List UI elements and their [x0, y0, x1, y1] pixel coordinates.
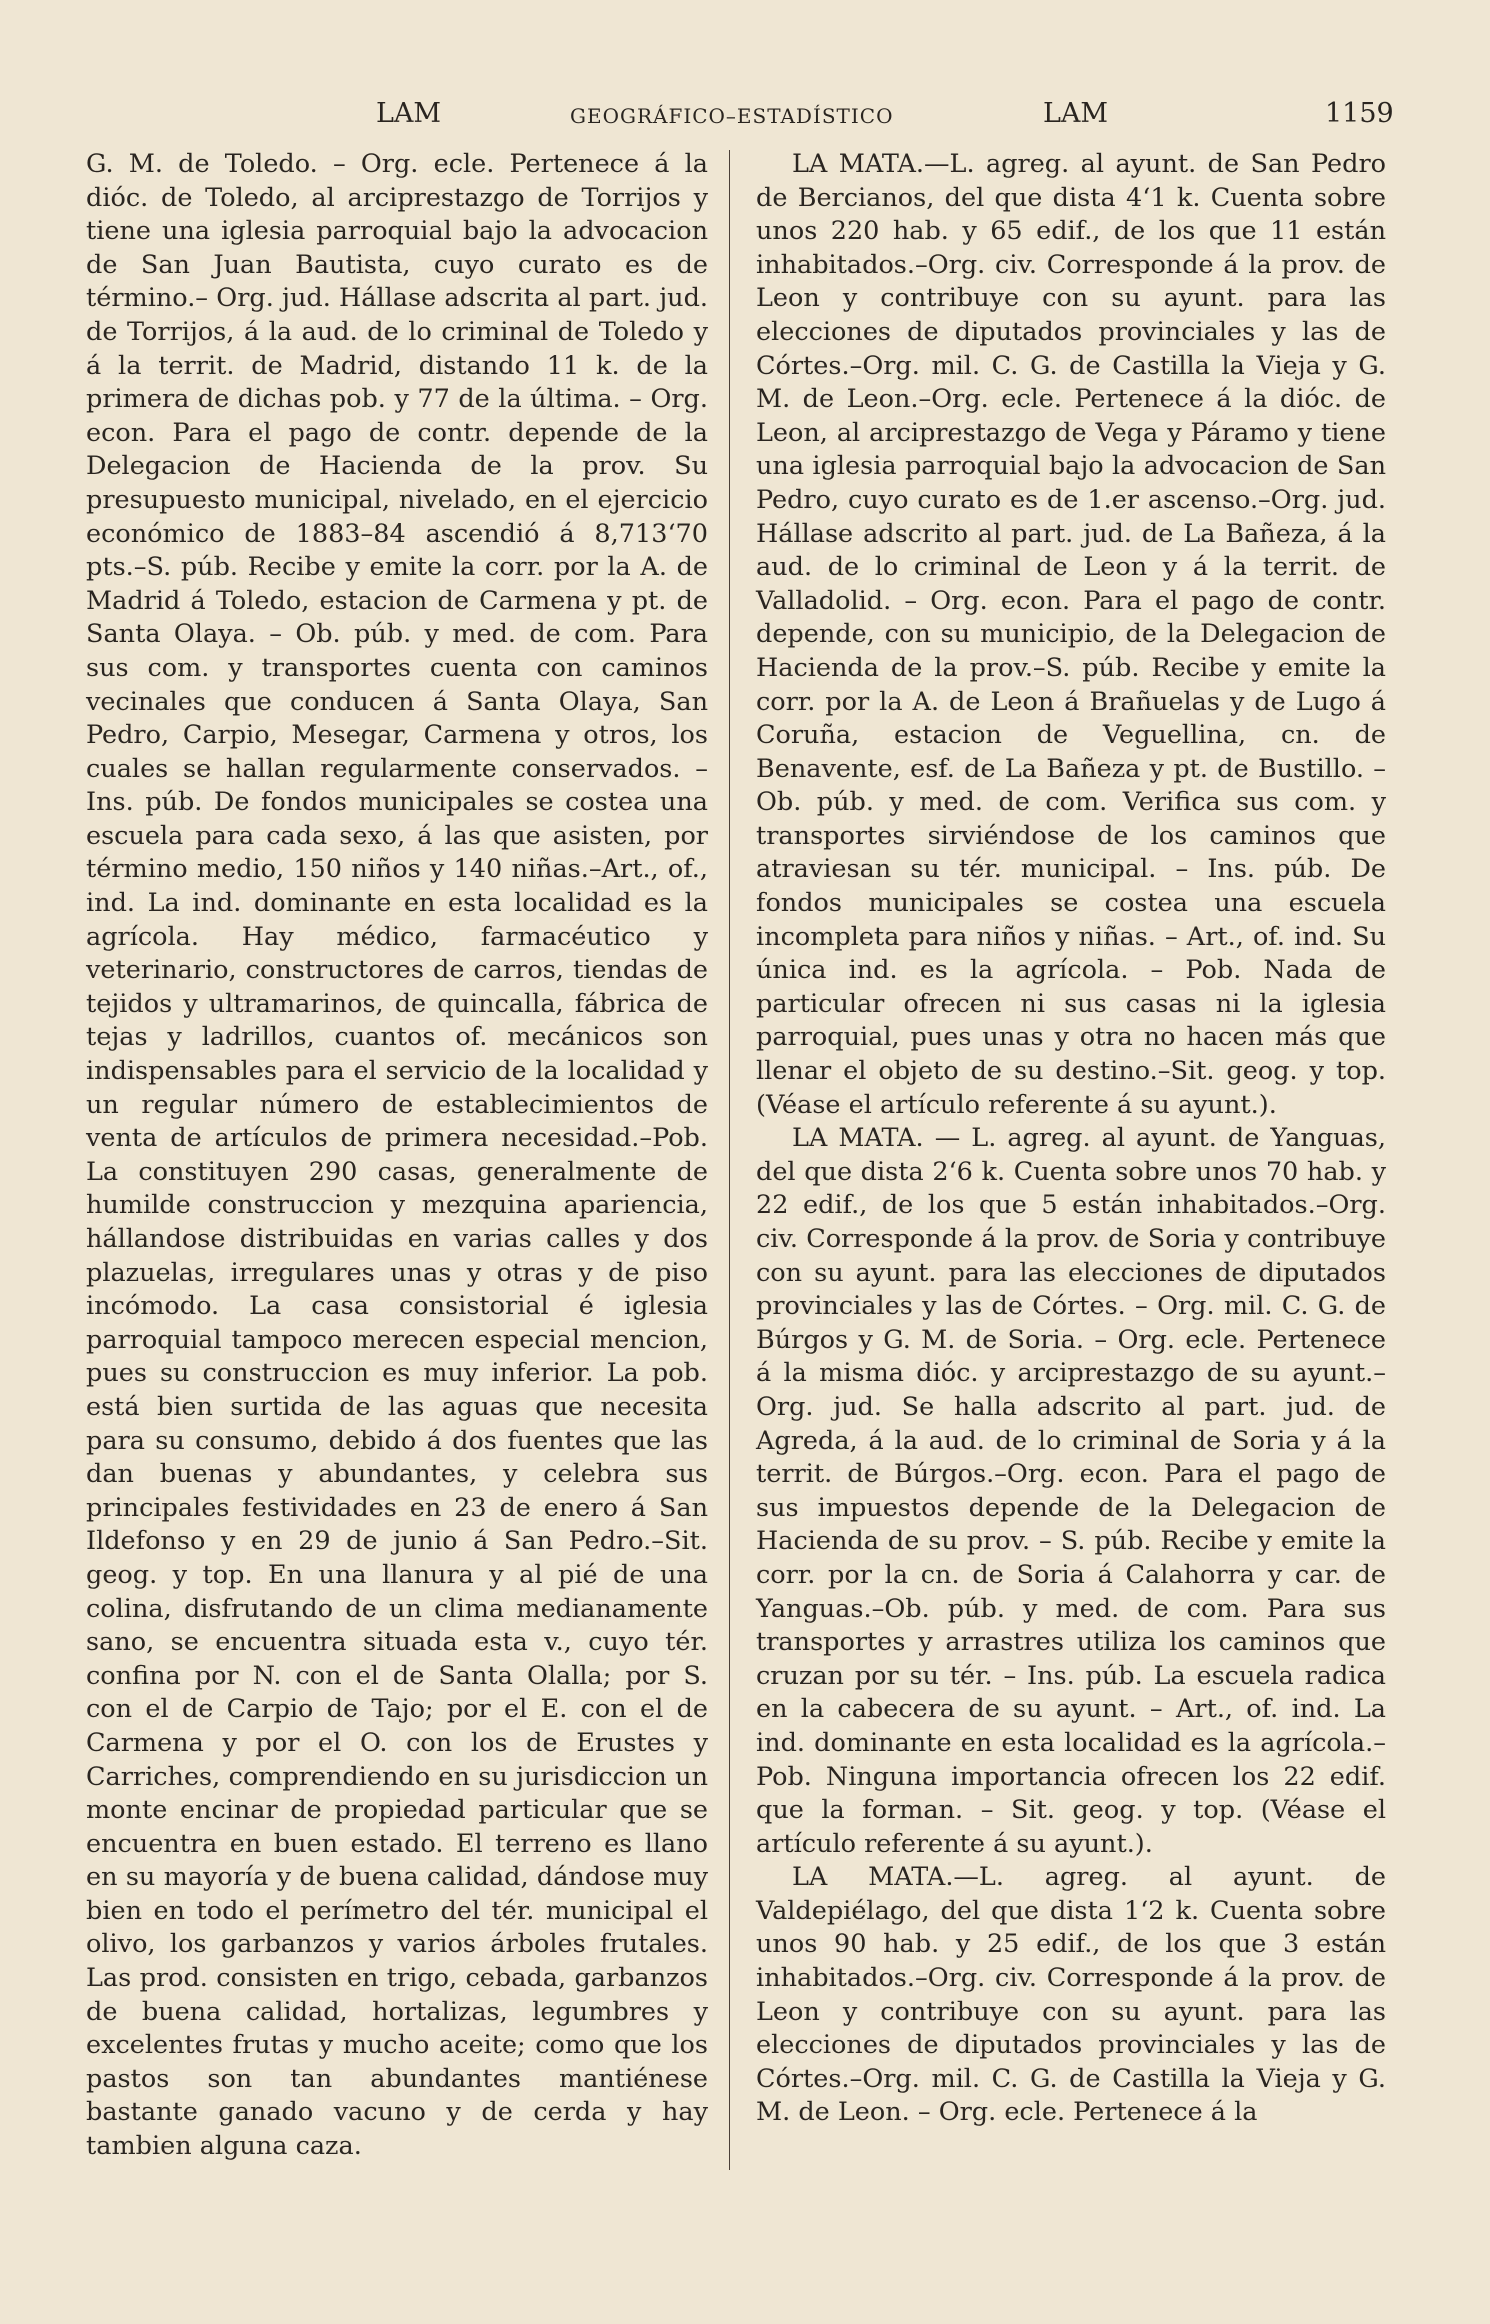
left-column-text: G. M. de Toledo. – Org. ecle. Pertenece á la dióc. de Toledo, al arciprestazgo de Torrijos y tiene una iglesia parroquial bajo la advocacion de San Juan Bautista, cuyo curato es de término.– Org. jud. Hállase adscrita al part. jud. de Torrijos, á la aud. de lo criminal de Toledo y á la territ. de Madrid, distando 11 k. de la primera de dichas pob. y 77 de la última. – Org. econ. Para el pago de contr. depende de la Delegacion de Hacienda de la prov. Su presupuesto municipal, nivelado, en el ejercicio económico de 1883–84 ascendió á 8,713‘70 pts.–S. púb. Recibe y emite la corr. por la A. de Madrid á Toledo, estacion de Carmena y pt. de Santa Olaya. – Ob. púb. y med. de com. Para sus com. y transportes cuenta con caminos vecinales que conducen á Santa Olaya, San Pedro, Carpio, Mesegar, Carmena y otros, los cuales se hallan regularmente conservados. – Ins. púb. De fondos municipales se costea una escuela para cada sexo, á las que asisten, por término medio, 150 niños y 140 niñas.–Art., of., ind. La ind. dominante en esta localidad es la agrícola. Hay médico, farmacéutico y veterinario, constructores de carros, tiendas de tejidos y ultramarinos, de quincalla, fábrica de tejas y ladrillos, cuantos of. mecánicos son indispensables para el servicio de la localidad y un regular número de establecimientos de venta de artículos de primera necesidad.–Pob. La constituyen 290 casas, generalmente de humilde construccion y mezquina apariencia, hállandose distribuidas en varias calles y dos plazuelas, irregulares unas y otras y de piso incómodo. La casa consistorial é iglesia parroquial tampoco merecen especial mencion, pues su construccion es muy inferior. La pob. está bien surtida de las aguas que necesita para su consumo, debido á dos fuentes que las dan buenas y abundantes, y celebra sus principales festividades en 23 de enero á San Ildefonso y en 29 de junio á San Pedro.–Sit. geog. y top. En una llanura y al pié de una colina, disfrutando de un clima medianamente sano, se encuentra situada esta v., cuyo tér. confina por N. con el de Santa Olalla; por S. con el de Carpio de Tajo; por el E. con el de Carmena y por el O. con los de Erustes y Carriches, comprendiendo en su jurisdiccion un monte encinar de propiedad particular que se encuentra en buen estado. El terreno es llano en su mayoría y de buena calidad, dándose muy bien en todo el perímetro del tér. municipal el olivo, los garbanzos y varios árboles frutales. Las prod. consisten en trigo, cebada, garbanzos de buena calidad, hortalizas, legumbres y excelentes frutas y mucho aceite; como que los pastos son tan abundantes mantiénese bastante ganado vacuno y de cerda y hay tambien alguna caza.: [86, 149, 708, 2162]
entry-la-mata-yanguas: LA MATA. — L. agreg. al ayunt. de Yanguas, del que dista 2‘6 k. Cuenta sobre unos 70 hab. y 22 edif., de los que 5 están inhabitados.–Org. civ. Corresponde á la prov. de Soria y contribuye con su ayunt. para las elecciones de diputados provinciales y las de Córtes. – Org. mil. C. G. de Búrgos y G. M. de Soria. – Org. ecle. Pertenece á la misma dióc. y arciprestazgo de su ayunt.–Org. jud. Se halla adscrito al part. jud. de Agreda, á la aud. de lo criminal de Soria y á la territ. de Búrgos.–Org. econ. Para el pago de sus impuestos depende de la Delegacion de Hacienda de su prov. – S. púb. Recibe y emite la corr. por la cn. de Soria á Calahorra y car. de Yanguas.–Ob. púb. y med. de com. Para sus transportes y arrastres utiliza los caminos que cruzan por su tér. – Ins. púb. La escuela radica en la cabecera de su ayunt. – Art., of. ind. La ind. dominante en esta localidad es la agrícola.–Pob. Ninguna importancia ofrecen los 22 edif. que la forman. – Sit. geog. y top. (Véase el artículo referente á su ayunt.).: [756, 1123, 1386, 1859]
header-title: GEOGRÁFICO–ESTADÍSTICO: [570, 104, 894, 128]
column-divider: [729, 150, 730, 2170]
left-column: [86, 148, 708, 2164]
header-left-word: LAM: [376, 98, 442, 129]
right-column: [756, 148, 1386, 2130]
entry-la-mata-valdepielago: LA MATA.—L. agreg. al ayunt. de Valdepiélago, del que dista 1‘2 k. Cuenta sobre unos 90 hab. y 25 edif., de los que 3 están inhabitados.–Org. civ. Corresponde á la prov. de Leon y contribuye con su ayunt. para las elecciones de diputados provinciales y las de Córtes.–Org. mil. C. G. de Castilla la Vieja y G. M. de Leon. – Org. ecle. Pertenece á la: [756, 1862, 1386, 2128]
header-right-word: LAM: [1043, 98, 1109, 129]
page-number: 1159: [1325, 98, 1394, 129]
entry-la-mata-san-pedro: LA MATA.—L. agreg. al ayunt. de San Pedro de Bercianos, del que dista 4‘1 k. Cuenta sobre unos 220 hab. y 65 edif., de los que 11 están inhabitados.–Org. civ. Corresponde á la prov. de Leon y contribuye con su ayunt. para las elecciones de diputados provinciales y las de Córtes.–Org. mil. C. G. de Castilla la Vieja y G. M. de Leon.–Org. ecle. Pertenece á la dióc. de Leon, al arciprestazgo de Vega y Páramo y tiene una iglesia parroquial bajo la advocacion de San Pedro, cuyo curato es de 1.er ascenso.–Org. jud. Hállase adscrito al part. jud. de La Bañeza, á la aud. de lo criminal de Leon y á la territ. de Valladolid. – Org. econ. Para el pago de contr. depende, con su municipio, de la Delegacion de Hacienda de la prov.–S. púb. Recibe y emite la corr. por la A. de Leon á Brañuelas y de Lugo á Coruña, estacion de Veguellina, cn. de Benavente, esf. de La Bañeza y pt. de Bustillo. –Ob. púb. y med. de com. Verifica sus com. y transportes sirviéndose de los caminos que atraviesan su tér. municipal. – Ins. púb. De fondos municipales se costea una escuela incompleta para niños y niñas. – Art., of. ind. Su única ind. es la agrícola. – Pob. Nada de particular ofrecen ni sus casas ni la iglesia parroquial, pues unas y otra no hacen más que llenar el objeto de su destino.–Sit. geog. y top. (Véase el artículo referente á su ayunt.).: [756, 149, 1386, 1120]
running-head: [0, 98, 1490, 138]
